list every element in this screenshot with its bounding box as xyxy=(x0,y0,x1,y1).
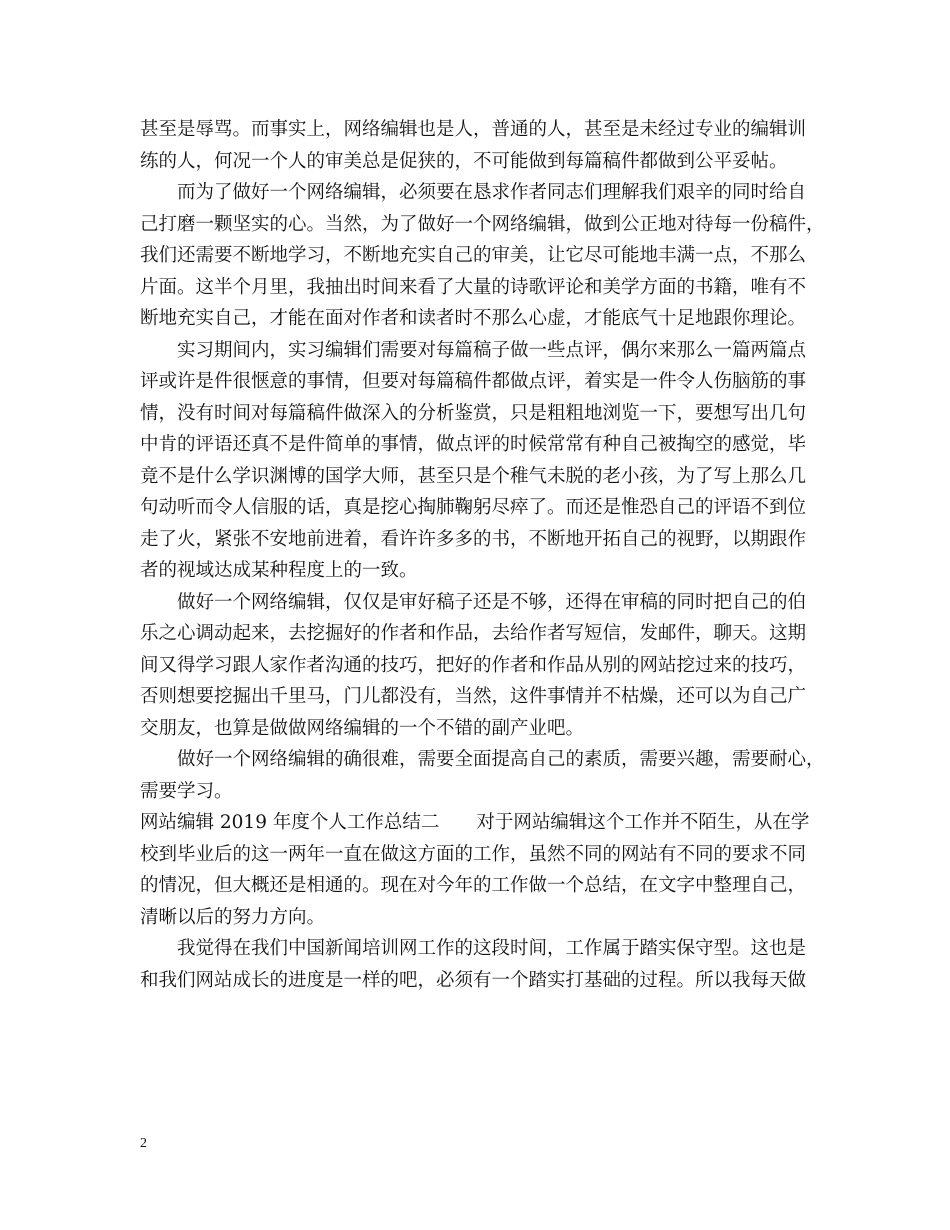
text-line: 者的视域达成某种程度上的一致。 xyxy=(140,560,418,581)
text-line: 断地充实自己，才能在面对作者和读者时不那么心虚，才能底气十足地跟你理论。 xyxy=(140,308,807,329)
text-line: 需要学习。 xyxy=(140,780,233,802)
text-line: 和我们网站成长的进度是一样的吧，必须有一个踏实打基础的过程。所以我每天做 xyxy=(140,969,807,991)
document-body xyxy=(140,114,830,996)
text-line: 否则想要挖掘出千里马，门儿都没有，当然，这件事情并不枯燥，还可以为自己广 xyxy=(140,686,807,707)
text-line: 片面。这半个月里，我抽出时间来看了大量的诗歌评论和美学方面的书籍，唯有不 xyxy=(140,276,807,298)
text-line: 我觉得在我们中国新闻培训网工作的这段时间，工作属于踏实保守型。这也是 xyxy=(177,938,807,959)
text-line: 做好一个网络编辑的确很难，需要全面提高自己的素质，需要兴趣，需要耐心， xyxy=(177,749,825,770)
text-line: 练的人，何况一个人的审美总是促狭的，不可能做到每篇稿件都做到公平妥帖。 xyxy=(140,150,788,172)
text-line: 句动听而令人信服的话，真是挖心掏肺鞠躬尽瘁了。而还是惟恐自己的评语不到位 xyxy=(140,497,807,518)
text-line: 走了火，紧张不安地前进着，看许许多多的书，不断地开拓自己的视野，以期跟作 xyxy=(140,528,807,550)
text-line: 网站编辑 2019 年度个人工作总结二 对于网站编辑这个工作并不陌生，从在学 xyxy=(140,812,810,833)
text-line: 而为了做好一个网络编辑，必须要在恳求作者同志们理解我们艰辛的同时给自 xyxy=(177,182,807,203)
text-line: 中肯的评语还真不是件简单的事情，做点评的时候常常有种自己被掏空的感觉，毕 xyxy=(140,434,807,455)
text-line: 乐之心调动起来，去挖掘好的作者和作品，去给作者写短信，发邮件，聊天。这期 xyxy=(140,623,807,644)
page-number: 2 xyxy=(140,1136,147,1151)
text-line: 我们还需要不断地学习，不断地充实自己的审美，让它尽可能地丰满一点，不那么 xyxy=(140,245,807,266)
text-line: 校到毕业后的这一两年一直在做这方面的工作，虽然不同的网站有不同的要求不同 xyxy=(140,843,807,865)
text-line: 评或许是件很惬意的事情，但要对每篇稿件都做点评，着实是一件令人伤脑筋的事 xyxy=(140,371,807,392)
text-line: 实习期间内，实习编辑们需要对每篇稿子做一些点评，偶尔来那么一篇两篇点 xyxy=(177,339,807,361)
text-line: 做好一个网络编辑，仅仅是审好稿子还是不够，还得在审稿的同时把自己的伯 xyxy=(177,591,807,613)
text-line: 情，没有时间对每篇稿件做深入的分析鉴赏，只是粗粗地浏览一下，要想写出几句 xyxy=(140,402,807,424)
text-line: 的情况，但大概还是相通的。现在对今年的工作做一个总结，在文字中整理自己， xyxy=(140,875,807,896)
text-line: 交朋友，也算是做做网络编辑的一个不错的副产业吧。 xyxy=(140,717,585,739)
text-line: 竟不是什么学识渊博的国学大师，甚至只是个稚气未脱的老小孩，为了写上那么几 xyxy=(140,465,807,487)
text-line: 间又得学习跟人家作者沟通的技巧，把好的作者和作品从别的网站挖过来的技巧， xyxy=(140,654,807,676)
text-line: 甚至是辱骂。而事实上，网络编辑也是人，普通的人，甚至是未经过专业的编辑训 xyxy=(140,119,807,140)
text-line: 己打磨一颗坚实的心。当然，为了做好一个网络编辑，做到公正地对待每一份稿件， xyxy=(140,213,825,235)
text-line: 清晰以后的努力方向。 xyxy=(140,906,326,928)
